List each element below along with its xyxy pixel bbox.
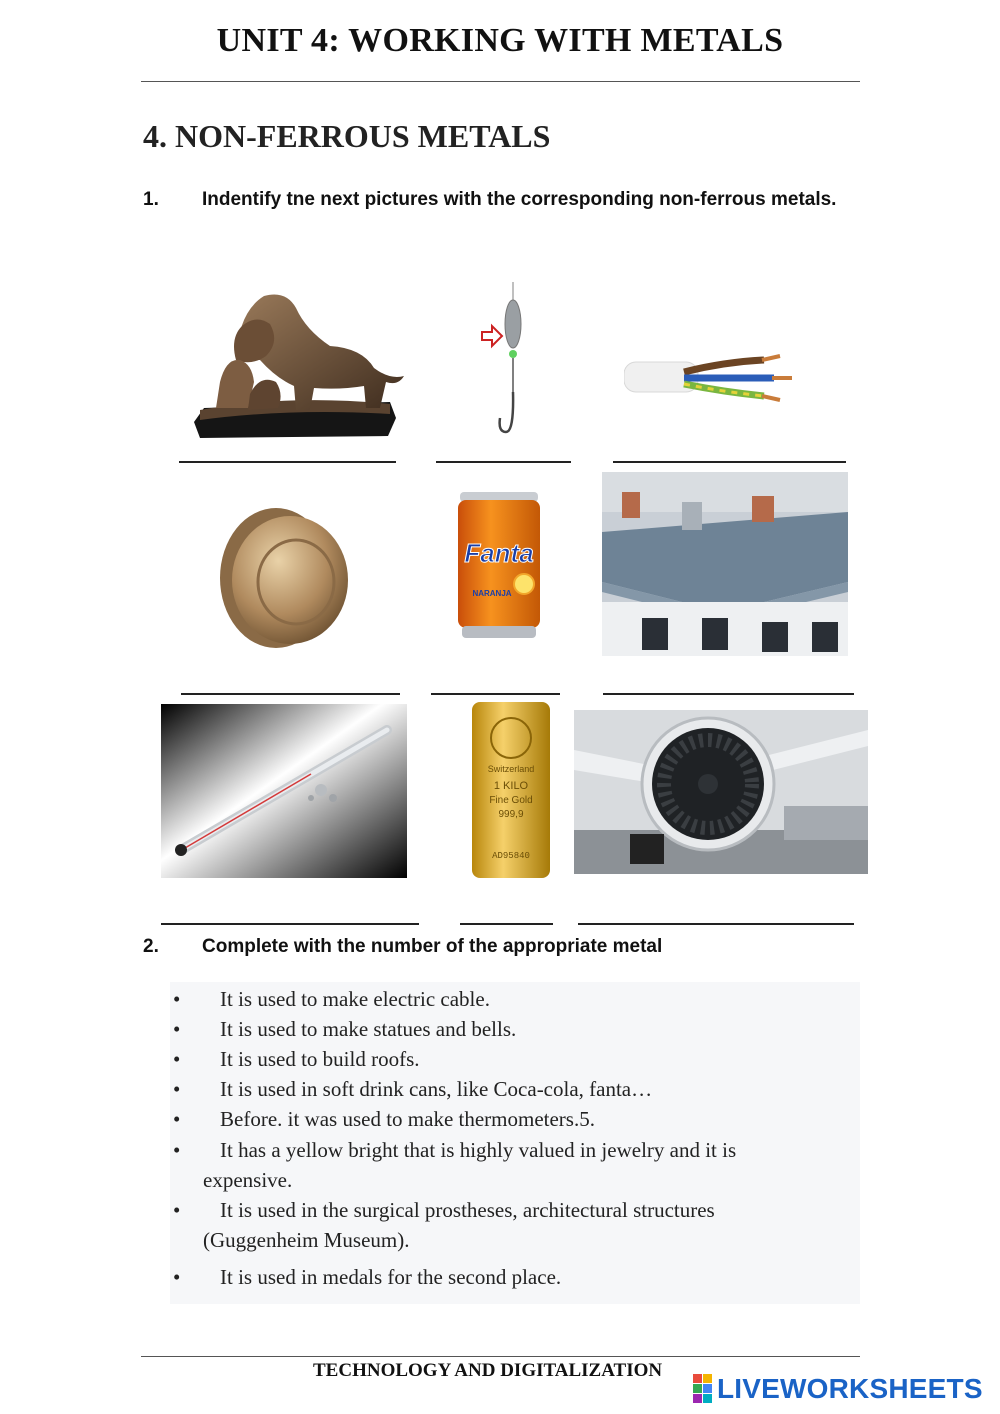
- bullet: •: [173, 1017, 181, 1041]
- question-2: [143, 936, 662, 958]
- gold-bar-icon: [470, 700, 552, 880]
- door-knob-icon: [216, 500, 352, 652]
- answer-blank-6[interactable]: [603, 667, 854, 695]
- electric-cable-icon: [624, 322, 808, 418]
- bullet: •: [173, 1077, 181, 1101]
- can-flavor-text: NARANJA: [472, 589, 512, 598]
- bullet: •: [173, 987, 181, 1011]
- page-title: UNIT 4: WORKING WITH METALS: [216, 22, 784, 59]
- list-item-text: It is used to build roofs.: [220, 1047, 420, 1071]
- gold-bar-serial: AD95840: [492, 851, 530, 861]
- question-2-text: Complete with the number of the appropriate metal: [202, 936, 663, 957]
- question-2-number: 2.: [143, 936, 159, 957]
- thermometer-icon: [161, 704, 407, 878]
- list-item-text: It is used to make statues and bells.: [220, 1017, 517, 1041]
- gold-bar-country: Switzerland: [487, 764, 535, 774]
- list-item-text: It has a yellow bright that is highly valued in jewelry and it is expensive.: [203, 1138, 737, 1192]
- list-item-text: It is used in the surgical prostheses, architectural structures (Guggenheim Museum).: [203, 1198, 715, 1252]
- list-item: [170, 1262, 860, 1292]
- answer-blank-8[interactable]: [460, 897, 553, 925]
- lion-statue-icon: [190, 290, 408, 442]
- gold-bar-weight: 1 KILO: [493, 780, 529, 792]
- list-item: [170, 1014, 860, 1044]
- bullet: •: [173, 1265, 181, 1289]
- question-1: [143, 182, 857, 217]
- liveworksheets-icon: [693, 1374, 713, 1404]
- answer-blank-3[interactable]: [613, 435, 846, 463]
- list-item-text: It is used in soft drink cans, like Coca-cola, fanta…: [220, 1077, 653, 1101]
- can-brand-text: Fanta: [464, 538, 534, 568]
- statement-list: [170, 982, 860, 1304]
- list-item: [170, 1044, 860, 1074]
- answer-blank-5[interactable]: [431, 667, 560, 695]
- list-item-text: Before. it was used to make thermometers.5.: [220, 1107, 595, 1131]
- footer-divider: [141, 1356, 860, 1357]
- fishing-weight-icon: [478, 280, 538, 440]
- list-item-text: It is used in medals for the second place.: [220, 1265, 562, 1289]
- jet-engine-icon: [574, 710, 868, 874]
- list-item: [170, 1074, 860, 1104]
- list-item: [170, 1195, 860, 1255]
- liveworksheets-logo[interactable]: [693, 1372, 983, 1406]
- bullet: •: [173, 1047, 181, 1071]
- answer-blank-1[interactable]: [179, 435, 396, 463]
- list-item: [170, 984, 860, 1014]
- gold-bar-purity: 999,9: [498, 809, 524, 820]
- section-title: 4. NON-FERROUS METALS: [143, 118, 551, 154]
- question-1-text: Indentify tne next pictures with the corresponding non-ferrous metals.: [202, 189, 837, 210]
- list-item: [170, 1104, 860, 1134]
- roofs-icon: [602, 472, 848, 656]
- bullet: •: [173, 1107, 181, 1131]
- answer-blank-4[interactable]: [181, 667, 400, 695]
- drink-can-icon: [456, 488, 542, 640]
- footer-text: TECHNOLOGY AND DIGITALIZATION: [313, 1360, 663, 1381]
- answer-blank-7[interactable]: [161, 897, 419, 925]
- bullet: •: [173, 1198, 181, 1222]
- question-1-number: 1.: [143, 189, 159, 210]
- bullet: •: [173, 1138, 181, 1162]
- list-item-text: It is used to make electric cable.: [220, 987, 490, 1011]
- list-item: [170, 1135, 860, 1195]
- header-divider: [141, 81, 860, 82]
- answer-blank-9[interactable]: [578, 897, 854, 925]
- liveworksheets-wordmark: LIVEWORKSHEETS: [717, 1373, 983, 1404]
- answer-blank-2[interactable]: [436, 435, 571, 463]
- gold-bar-metal: Fine Gold: [489, 795, 533, 806]
